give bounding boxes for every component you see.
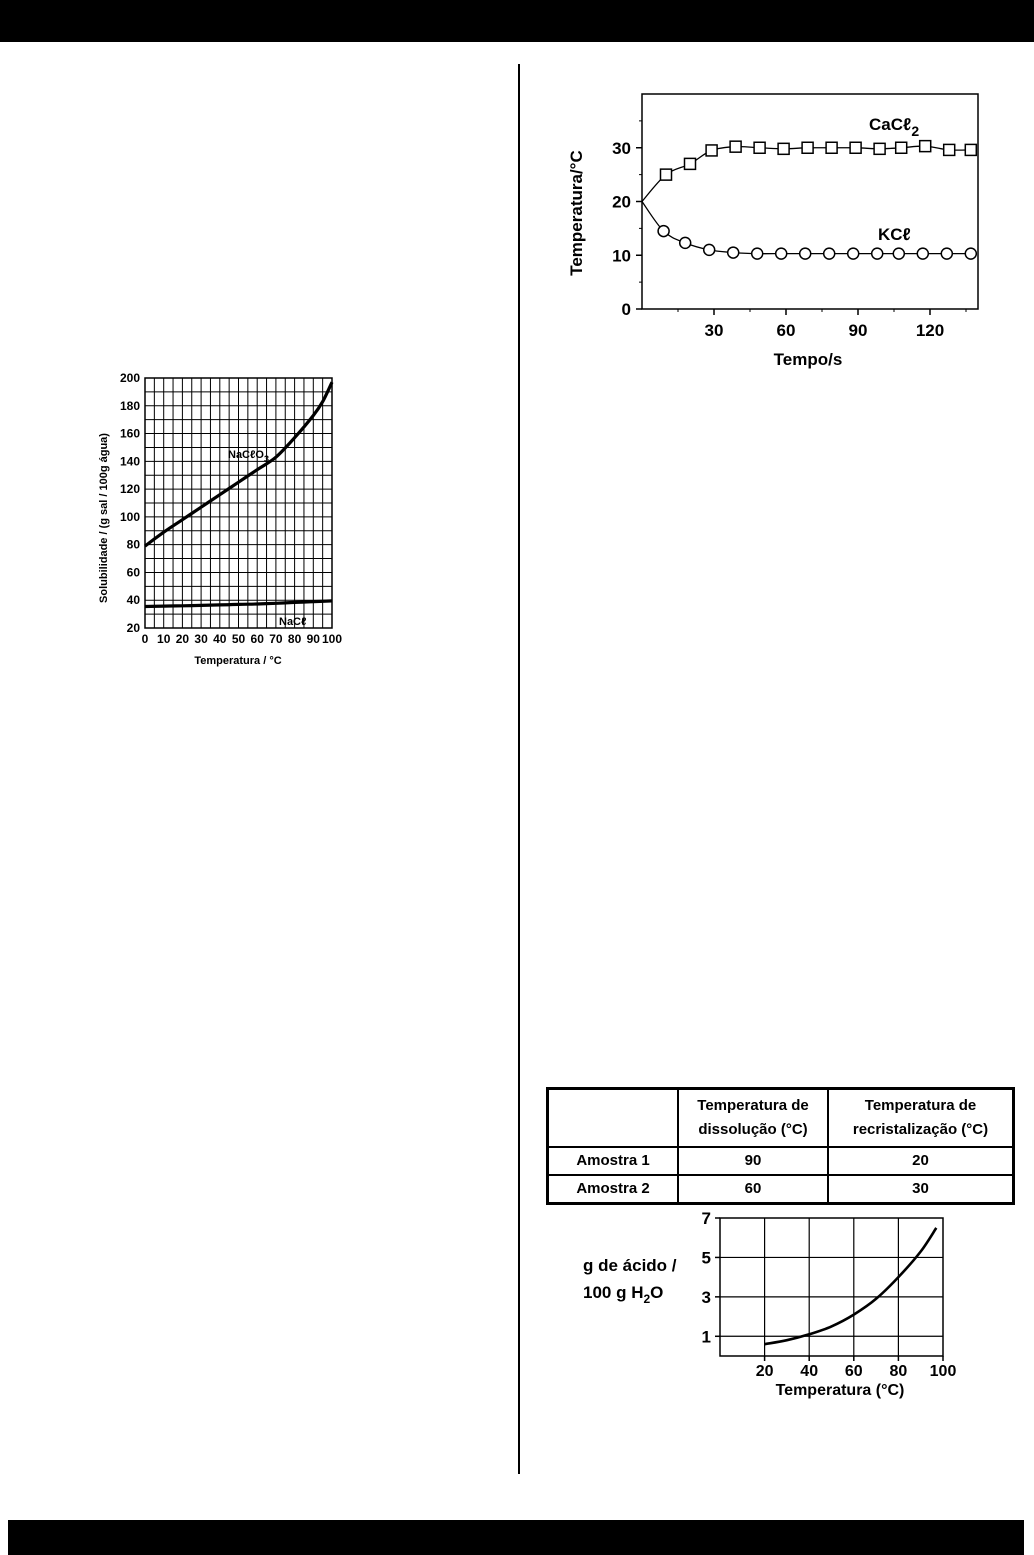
- cacl2-label-sub: 2: [911, 123, 920, 139]
- row-recrystallization: 20: [828, 1147, 1014, 1175]
- x-tick-label: 0: [141, 632, 149, 646]
- acid-ylabel-sub: 2: [643, 1292, 651, 1306]
- acid-y-axis-label-line1: g de ácido /: [583, 1256, 677, 1275]
- solubility-grid: [145, 378, 332, 628]
- table-header-empty: [548, 1089, 679, 1148]
- acid-curve: [765, 1228, 937, 1344]
- solubility-x-ticks: [142, 632, 343, 646]
- x-tick-label: 20: [175, 632, 190, 646]
- kcl-point: [752, 248, 763, 259]
- x-tick-label: 90: [306, 632, 320, 646]
- y-tick-label: 10: [612, 246, 631, 266]
- y-tick-label: 1: [701, 1327, 711, 1347]
- acid-ylabel-end: O: [650, 1283, 664, 1302]
- x-tick-label: 30: [704, 321, 724, 340]
- kcl-point: [704, 244, 715, 255]
- acid-y-axis-label-line2: [583, 1283, 663, 1306]
- acid-solubility-chart: [575, 1205, 975, 1405]
- x-tick-label: 100: [929, 1363, 957, 1380]
- column-divider: [518, 64, 520, 1474]
- x-tick-label: 80: [287, 632, 302, 646]
- y-tick-label: 80: [126, 537, 140, 552]
- x-tick-label: 20: [755, 1363, 774, 1380]
- y-tick-label: 5: [701, 1248, 711, 1268]
- acid-ylabel-main: 100 g H: [583, 1283, 644, 1302]
- cacl2-point: [896, 142, 907, 153]
- x-tick-label: 90: [848, 321, 868, 340]
- kcl-point: [800, 248, 811, 259]
- kcl-point: [893, 248, 904, 259]
- plot-border: [720, 1218, 943, 1356]
- table-row: [548, 1175, 1014, 1204]
- row-dissolution: 60: [678, 1175, 828, 1204]
- kcl-label: KCℓ: [878, 225, 911, 244]
- cacl2-point: [661, 169, 672, 180]
- x-tick-label: 60: [250, 632, 264, 646]
- x-tick-label: 40: [213, 632, 227, 646]
- y-tick-label: 7: [701, 1209, 711, 1228]
- cacl2-point: [850, 142, 861, 153]
- kcl-point: [728, 247, 739, 258]
- kcl-point: [917, 248, 928, 259]
- y-tick-label: 0: [621, 300, 631, 319]
- y-tick-label: 30: [612, 138, 631, 158]
- naclo3-label-main: NaCℓO: [228, 449, 264, 461]
- x-tick-label: 50: [231, 632, 246, 646]
- x-tick-label: 70: [269, 632, 283, 646]
- temperature-x-axis-label: Tempo/s: [773, 350, 843, 369]
- acid-lines: [765, 1228, 937, 1344]
- kcl-point: [965, 248, 976, 259]
- top-black-bar: [0, 0, 1034, 42]
- kcl-point: [658, 226, 669, 237]
- cacl2-point: [685, 158, 696, 169]
- x-tick-label: 30: [194, 632, 208, 646]
- table-header-recrystallization: [828, 1089, 1014, 1148]
- x-tick-label: 60: [844, 1363, 863, 1380]
- x-tick-label: 120: [915, 321, 945, 340]
- row-label: Amostra 1: [548, 1147, 679, 1175]
- y-tick-label: 120: [119, 482, 140, 497]
- cacl2-point: [754, 142, 765, 153]
- row-recrystallization: 30: [828, 1175, 1014, 1204]
- cacl2-point: [944, 144, 955, 155]
- x-tick-label: 40: [800, 1363, 819, 1380]
- cacl2-label-main: CaCℓ: [869, 115, 912, 134]
- kcl-point: [680, 237, 691, 248]
- y-tick-label: 60: [126, 565, 140, 580]
- kcl-point: [776, 248, 787, 259]
- acid-x-ticks: [756, 1356, 957, 1380]
- header-recrystallization-line1: Temperatura de: [864, 1097, 977, 1114]
- x-tick-label: 60: [776, 321, 796, 340]
- cacl2-curve: [642, 146, 971, 201]
- plot-border: [642, 94, 978, 309]
- table-header-row: [548, 1089, 1014, 1148]
- kcl-curve: [642, 202, 971, 254]
- cacl2-point: [778, 143, 789, 154]
- acid-grid: [720, 1218, 943, 1356]
- temperature-y-axis-label: Temperatura/°C: [567, 150, 586, 276]
- y-tick-label: 140: [119, 454, 140, 469]
- y-tick-label: 20: [612, 192, 631, 212]
- y-tick-label: 3: [701, 1287, 711, 1307]
- kcl-point: [848, 248, 859, 259]
- kcl-point: [872, 248, 883, 259]
- kcl-point: [824, 248, 835, 259]
- row-label: Amostra 2: [548, 1175, 679, 1204]
- y-tick-label: 40: [126, 593, 140, 608]
- acid-y-ticks: [702, 1209, 720, 1346]
- y-tick-label: 20: [126, 621, 140, 635]
- solubility-chart: [90, 370, 350, 675]
- solubility-x-axis-label: Temperatura / °C: [194, 655, 282, 667]
- header-recrystallization-line2: recristalização (°C): [852, 1121, 989, 1138]
- cacl2-point: [874, 143, 885, 154]
- y-tick-label: 100: [119, 509, 140, 524]
- cacl2-point: [920, 141, 931, 152]
- cacl2-point: [826, 142, 837, 153]
- cacl2-point: [730, 141, 741, 152]
- header-dissolution-line2: dissolução (°C): [698, 1121, 808, 1138]
- table-row: [548, 1147, 1014, 1175]
- y-tick-label: 200: [119, 371, 140, 385]
- cacl2-label: [869, 115, 919, 139]
- cacl2-point: [802, 142, 813, 153]
- bottom-black-bar: [8, 1520, 1024, 1555]
- naclo3-label-sub: 3: [263, 454, 269, 464]
- temperature-time-chart: [560, 80, 990, 380]
- x-tick-label: 10: [157, 632, 171, 646]
- cacl2-point: [706, 145, 717, 156]
- temperature-x-ticks: [678, 309, 966, 340]
- acid-x-axis-label: Temperatura (°C): [775, 1382, 905, 1399]
- y-tick-label: 160: [119, 426, 140, 441]
- row-dissolution: 90: [678, 1147, 828, 1175]
- header-dissolution-line1: Temperatura de: [697, 1097, 809, 1114]
- temperature-y-ticks: [612, 121, 642, 319]
- temperature-lines: [642, 94, 978, 309]
- solubility-y-ticks: [120, 371, 140, 635]
- cacl2-point: [965, 144, 976, 155]
- x-tick-label: 80: [889, 1363, 908, 1380]
- x-tick-label: 100: [321, 632, 343, 646]
- recrystallization-table: [546, 1087, 1015, 1205]
- y-tick-label: 180: [119, 398, 140, 413]
- table-header-dissolution: [678, 1089, 828, 1148]
- solubility-y-axis-label: Solubilidade / (g sal / 100g água): [98, 433, 110, 603]
- kcl-point: [941, 248, 952, 259]
- nacl-label: NaCℓ: [279, 616, 307, 628]
